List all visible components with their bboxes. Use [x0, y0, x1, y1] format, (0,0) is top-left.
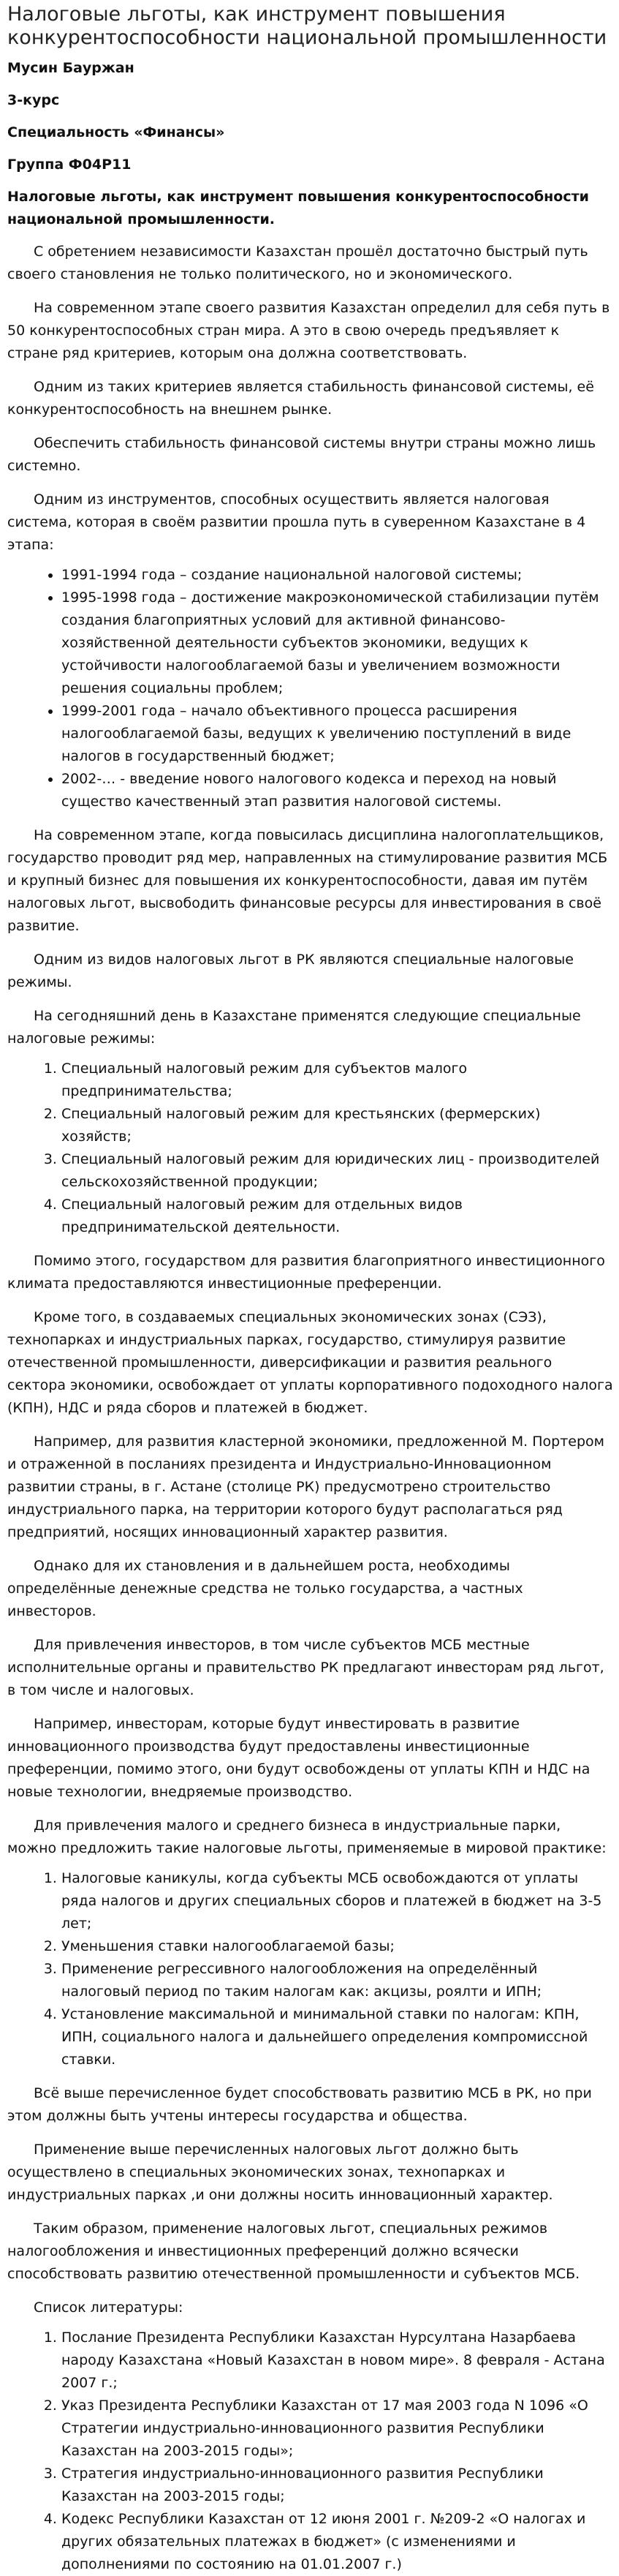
- paragraph: Применение выше перечисленных налоговых льгот должно быть осуществлено в специальных экономических зонах, технопарках и индустриальных парках ,и они должны носить инновационный характер.: [7, 2142, 553, 2203]
- paragraph: Например, инвесторам, которые будут инвестировать в развитие инновационного производства будут предоставлены инвестиционные преференции, помимо этого, они будут освобождены от уплаты КПН и НДС на новые технологии, внедряемые производство.: [7, 1716, 590, 1800]
- list-item: 1. Послание Президента Республики Казахстан Нурсултана Назарбаева народу Казахстана «Новый Казахстан в новом мире». 8 февраля - Астана 2007 г.;: [61, 2327, 613, 2395]
- list-item: 2. Указ Президента Республики Казахстан от 17 мая 2003 года N 1096 «О Стратегии индустриально-инновационного развития Республики Казахстан на 2003-2015 годы»;: [61, 2395, 613, 2463]
- paragraph: Обеспечить стабильность финансовой системы внутри страны можно лишь системно.: [7, 435, 596, 474]
- paragraph: Одним из видов налоговых льгот в РК являются специальные налоговые режимы.: [7, 952, 574, 990]
- article-body: [7, 241, 613, 2576]
- document-page: [0, 3, 619, 2576]
- author-name: Мусин Бауржан: [7, 60, 134, 76]
- paragraph: На современном этапе своего развития Казахстан определил для себя путь в 50 конкурентоспособных стран мира. А это в свою очередь предъявляет к стране ряд критериев, которым она должна соответствовать.: [7, 300, 610, 361]
- list-item: 3. Применение регрессивного налогообложения на определённый налоговый период по таким налогам как: акцизы, роялти и ИПН;: [61, 1958, 613, 2003]
- paragraph: На сегодняшний день в Казахстане применятся следующие специальные налоговые режимы:: [7, 1008, 581, 1047]
- list-item: 2. Специальный налоговый режим для крестьянских (фермерских) хозяйств;: [61, 1103, 613, 1148]
- list-item: 2. Уменьшения ставки налогооблагаемой базы;: [61, 1935, 613, 1958]
- list-item: • 2002-… - введение нового налогового кодекса и переход на новый существо качественный этап развития налоговой системы.: [61, 768, 613, 813]
- article-heading: Налоговые льготы, как инструмент повышения конкурентоспособности национальной промышленности.: [7, 189, 589, 227]
- paragraph: Список литературы:: [34, 2300, 183, 2316]
- paragraph: Кроме того, в создаваемых специальных экономических зонах (СЭЗ), технопарках и индустриальных парках, государство, стимулируя развитие отечественной промышленности, диверсификации и развития реального сектора экономики, освобождает от уплаты корпоративного подоходного налога (КПН), НДС и ряда сборов и платежей в бюджет.: [7, 1309, 613, 1416]
- paragraph: Для привлечения малого и среднего бизнеса в индустриальные парки, можно предложить такие налоговые льготы, применяемые в мировой практике:: [7, 1818, 607, 1856]
- document-title: Налоговые льготы, как инструмент повышения конкурентоспособности национальной промышленности: [7, 3, 607, 49]
- group-label: Группа Ф04Р11: [7, 157, 132, 173]
- paragraph: Одним из таких критериев является стабильность финансовой системы, её конкурентоспособность на внешнем рынке.: [7, 379, 594, 418]
- numbered-list: [7, 1867, 613, 2071]
- list-item: 1. Специальный налоговый режим для субъектов малого предпринимательства;: [61, 1058, 613, 1103]
- list-item: 1. Налоговые каникулы, когда субъекты МСБ освобождаются от уплаты ряда налогов и других специальных сборов и платежей в бюджет на 3-5 лет;: [61, 1867, 613, 1935]
- paragraph: Таким образом, применение налоговых льгот, специальных режимов налогообложения и инвестиционных преференций должно всячески способствовать развитию отечественной промышленности и субъектов МСБ.: [7, 2221, 580, 2282]
- bullet-list: [7, 564, 613, 813]
- paragraph: Всё выше перечисленное будет способствовать развитию МСБ в РК, но при этом должны быть учтены интересы государства и общества.: [7, 2085, 592, 2124]
- paragraph: На современном этапе, когда повысилась дисциплина налогоплательщиков, государство проводит ряд мер, направленных на стимулирование развития МСБ и крупный бизнес для повышения их конкурентоспособности, давая им путём налоговых льгот, высвободить финансовые ресурсы для инвестирования в своё развитие.: [7, 827, 608, 934]
- list-item: • 1995-1998 года – достижение макроэкономической стабилизации путём создания благоприятных условий для активной финансово-хозяйственной деятельности субъектов экономики, ведущих к устойчивости налогооблагаемой базы и увеличением возможности решения социальны проблем;: [61, 587, 613, 700]
- paragraph: Помимо этого, государством для развития благоприятного инвестиционного климата предоставляются инвестиционные преференции.: [7, 1253, 605, 1292]
- specialty-label: Специальность «Финансы»: [7, 124, 225, 140]
- list-item: • 1999-2001 года – начало объективного процесса расширения налогооблагаемой базы, ведущих к увеличению поступлений в виде налогов в государственный бюджет;: [61, 700, 613, 768]
- list-item: 4. Кодекс Республики Казахстан от 12 июня 2001 г. №209-2 «О налогах и других обязательных платежах в бюджет» (с изменениями и дополнениями по состоянию на 01.01.2007 г.): [61, 2508, 613, 2576]
- list-item: 4. Специальный налоговый режим для отдельных видов предпринимательской деятельности.: [61, 1194, 613, 1239]
- course-label: 3-курс: [7, 92, 60, 108]
- numbered-list: [7, 2327, 613, 2576]
- numbered-list: [7, 1058, 613, 1239]
- paragraph: Однако для их становления и в дальнейшем роста, необходимы определённые денежные средства не только государства, а частных инвесторов.: [7, 1558, 523, 1619]
- list-item: • 1991-1994 года – создание национальной налоговой системы;: [61, 564, 613, 587]
- list-item: 4. Установление максимальной и минимальной ставки по налогам: КПН, ИПН, социального налога и дальнейшего определения компромиссной ставки.: [61, 2003, 613, 2071]
- list-item: 3. Специальный налоговый режим для юридических лиц - производителей сельскохозяйственной продукции;: [61, 1148, 613, 1194]
- paragraph: Например, для развития кластерной экономики, предложенной М. Портером и отраженной в посланиях президента и Индустриально-Инновационном развитии страны, в г. Астане (столице РК) предусмотрено строительство индустриального парка, на территории которого будут располагаться ряд предприятий, носящих инновационный характер развития.: [7, 1434, 604, 1540]
- paragraph: С обретением независимости Казахстан прошёл достаточно быстрый путь своего становления не только политического, но и экономического.: [7, 244, 588, 282]
- paragraph: Одним из инструментов, способных осуществить является налоговая система, которая в своём развитии прошла путь в суверенном Казахстане в 4 этапа:: [7, 492, 586, 553]
- paragraph: Для привлечения инвесторов, в том числе субъектов МСБ местные исполнительные органы и правительство РК предлагают инвесторам ряд льгот, в том числе и налоговых.: [7, 1637, 604, 1698]
- list-item: 3. Стратегия индустриально-инновационного развития Республики Казахстан на 2003-2015 годы;: [61, 2463, 613, 2508]
